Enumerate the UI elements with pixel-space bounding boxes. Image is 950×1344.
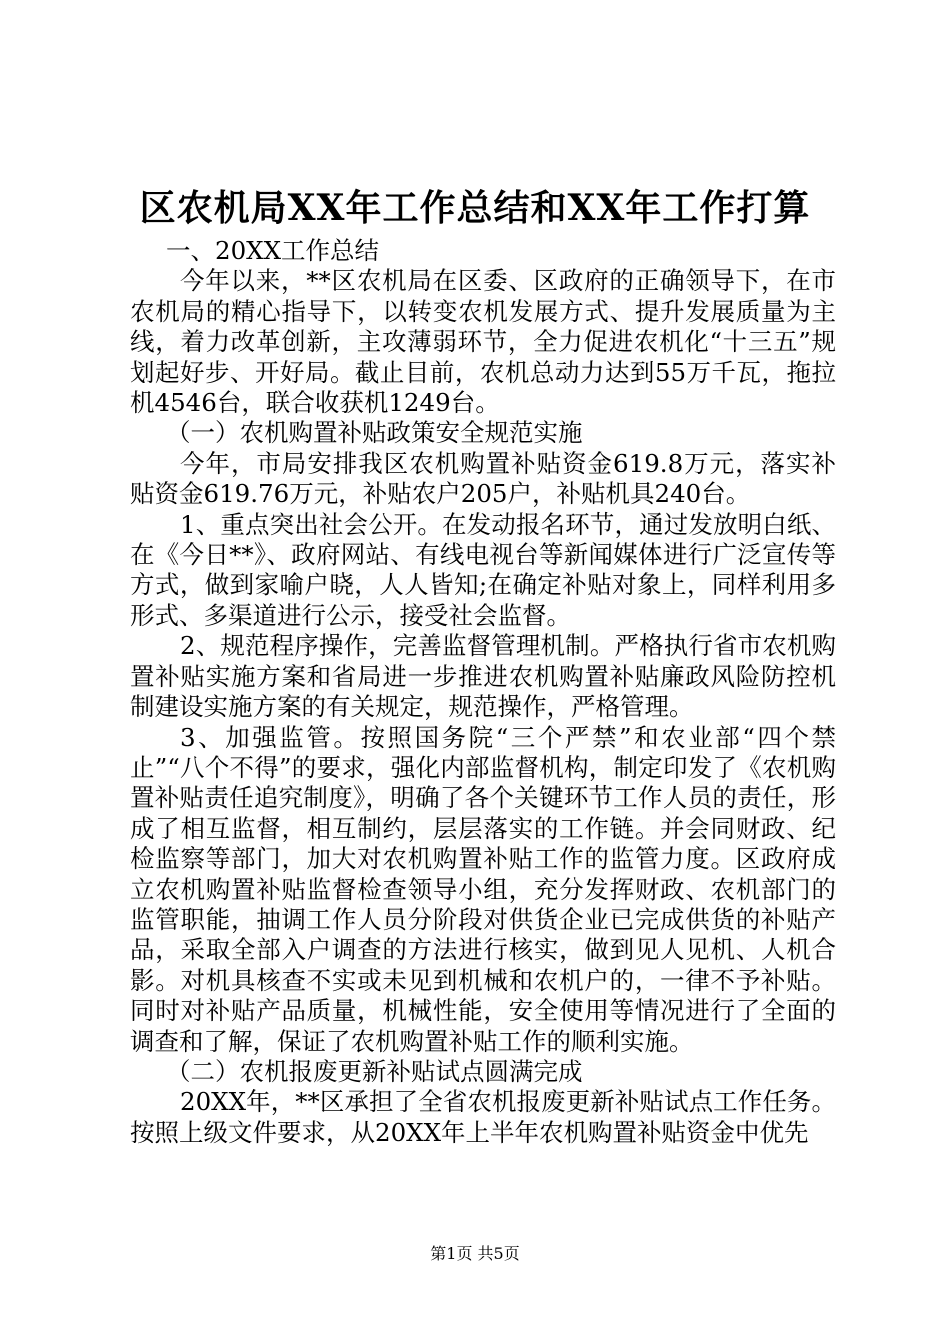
subsection-heading: （二）农机报废更新补贴试点圆满完成: [166, 1056, 583, 1086]
paragraph: 2、规范程序操作，完善监督管理机制。严格执行省市农机购置补贴实施方案和省局进一步推进农机购置补贴廉政风险防控机制建设实施方案的有关规定，规范操作，严格管理。: [130, 631, 836, 722]
document-body: [130, 236, 836, 1148]
page-footer: 第1页 共5页: [430, 1244, 520, 1263]
paragraph: 今年以来，**区农机局在区委、区政府的正确领导下，在市农机局的精心指导下，以转变农机发展方式、提升发展质量为主线，着力改革创新，主攻薄弱环节，全力促进农机化“十三五”规划起好步、开好局。截止目前，农机总动力达到55万千瓦，拖拉机4546台，联合收获机1249台。: [130, 266, 836, 418]
paragraph: 1、重点突出社会公开。在发动报名环节，通过发放明白纸、在《今日**》、政府网站、有线电视台等新闻媒体进行广泛宣传等方式，做到家喻户晓，人人皆知;在确定补贴对象上，同样利用多形式、多渠道进行公示，接受社会监督。: [130, 509, 836, 630]
section-heading: 一、20XX工作总结: [166, 236, 380, 265]
paragraph: 20XX年，**区承担了全省农机报废更新补贴试点工作任务。按照上级文件要求，从20XX年上半年农机购置补贴资金中优先: [130, 1087, 836, 1147]
paragraph: 今年，市局安排我区农机购置补贴资金619.8万元，落实补贴资金619.76万元，补贴农户205户，补贴机具240台。: [130, 448, 836, 509]
document-title: 区农机局XX年工作总结和XX年工作打算: [139, 187, 811, 229]
paragraph: 3、加强监管。按照国务院“三个严禁”和农业部“四个禁止”“八个不得”的要求，强化内部监督机构，制定印发了《农机购置补贴责任追究制度》，明确了各个关键环节工作人员的责任，形成了相互监督，相互制约，层层落实的工作链。并会同财政、纪检监察等部门，加大对农机购置补贴工作的监管力度。区政府成立农机购置补贴监督检查领导小组，充分发挥财政、农机部门的监管职能，抽调工作人员分阶段对供货企业已完成供货的补贴产品，采取全部入户调查的方法进行核实，做到见人见机、人机合影。对机具核查不实或未见到机械和农机户的，一律不予补贴。同时对补贴产品质量，机械性能，安全使用等情况进行了全面的调查和了解，保证了农机购置补贴工作的顺利实施。: [130, 722, 836, 1056]
subsection-heading: （一）农机购置补贴政策安全规范实施: [166, 418, 583, 448]
